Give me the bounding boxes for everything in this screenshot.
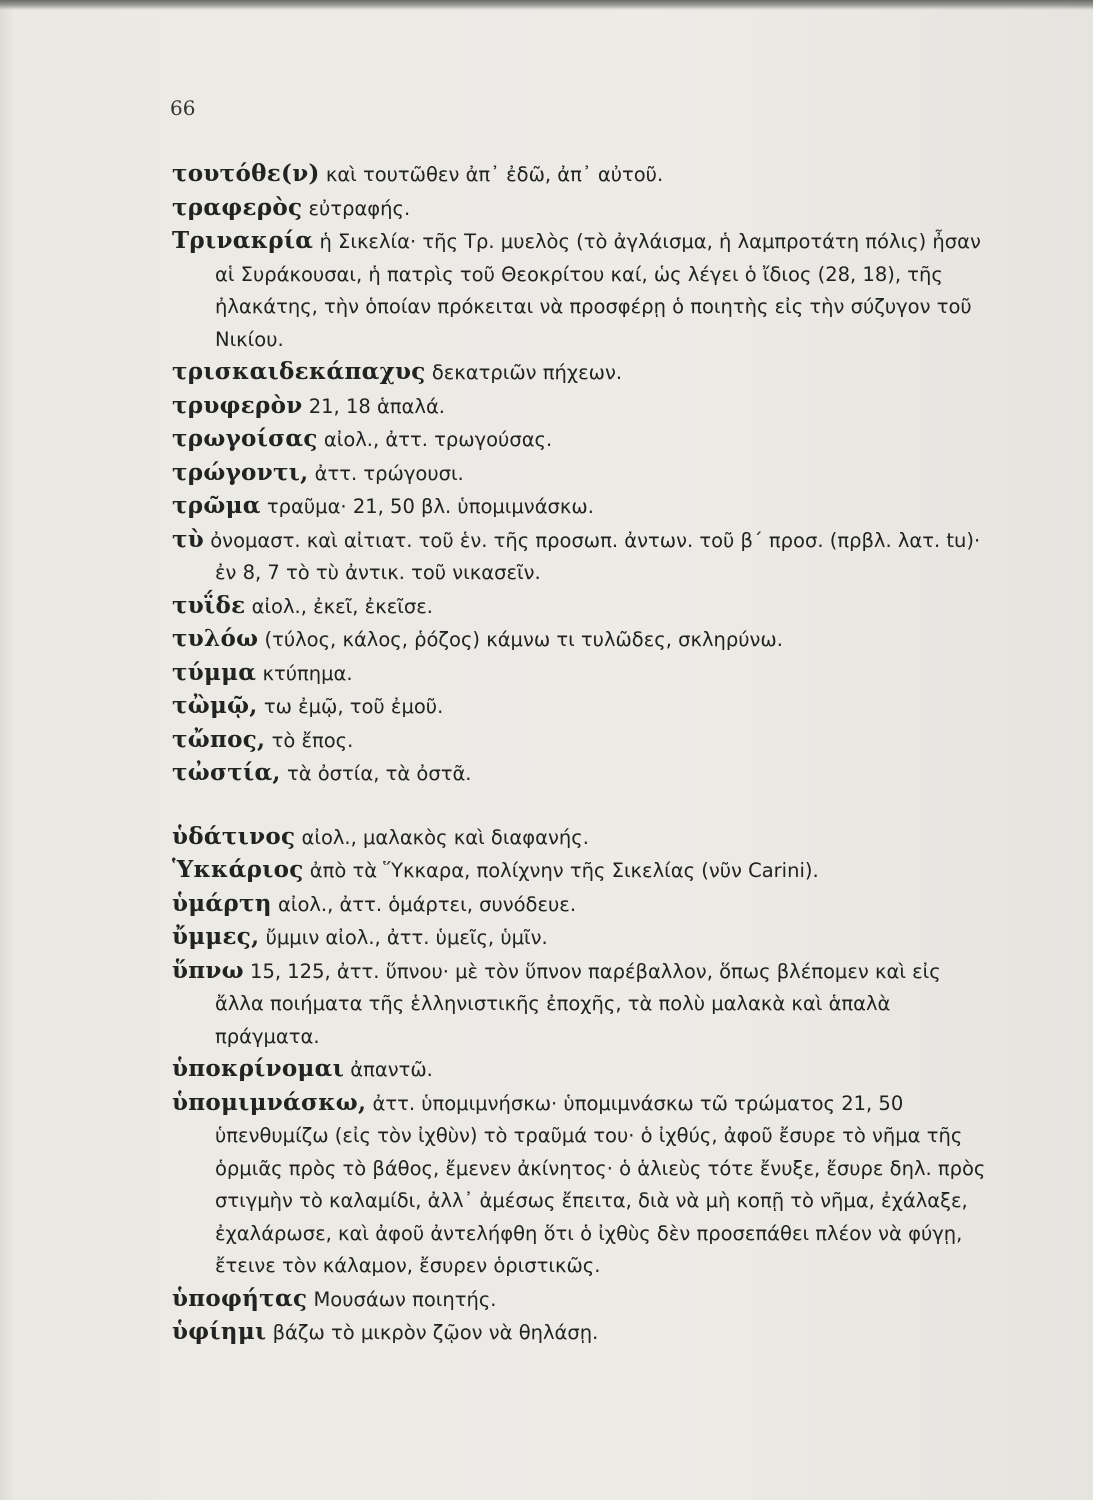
entry-definition: ὔμμιν αἰολ., ἀττ. ὑμεῖς, ὑμῖν. — [259, 926, 548, 949]
entry-definition: τραῦμα· 21, 50 βλ. ὑπομιμνάσκω. — [260, 495, 594, 518]
glossary-entry — [172, 1316, 992, 1350]
glossary-entry — [172, 1053, 992, 1087]
entry-lemma: ὑποκρίνομαι — [172, 1055, 345, 1082]
entry-definition: ἀττ. ὑπομιμνήσκω· ὑπομιμνάσκω τῶ τρώματος 21, 50 ὑπενθυμίζω (εἰς τὸν ἰχθὺν) τὸ τραῦμά του· ὁ ἰχθύς, ἀφοῦ ἔσυρε τὸ νῆμα τῆς ὁρμιᾶς πρὸς τὸ βάθος, ἔμενεν ἀκίνητος· ὁ ἁλιεὺς τότε ἔνυξε, ἔσυρε δηλ. πρὸς στιγμὴν τὸ καλαμίδι, ἀλλ᾿ ἀμέσως ἔπειτα, διὰ νὰ μὴ κοπῇ τὸ νῆμα, ἐχάλαξε, ἐχαλάρωσε, καὶ ἀφοῦ ἀντελήφθη ὅτι ὁ ἰχθὺς δὲν προσεπάθει πλέον νὰ φύγῃ, ἔτεινε τὸν κάλαμον, ἔσυρεν ὁριστικῶς. — [215, 1091, 986, 1277]
entry-lemma: ὑφίημι — [172, 1318, 267, 1345]
entry-definition: 21, 18 ἁπαλά. — [302, 394, 445, 418]
entry-lemma: τὢμῷ, — [172, 692, 258, 719]
glossary-entry — [172, 423, 992, 457]
entry-lemma: τρῶμα — [172, 492, 261, 519]
entry-definition: βάζω τὸ μικρὸν ζῷον νὰ θηλάσῃ. — [266, 1321, 599, 1344]
entry-definition: εὐτραφής. — [302, 196, 411, 220]
entry-lemma: τρωγοίσας — [172, 425, 318, 452]
glossary-entry — [172, 623, 992, 657]
entry-definition: κτύπημα. — [256, 661, 353, 685]
entry-definition: ἀττ. τρώγουσι. — [308, 461, 464, 485]
entry-lemma: τύμμα — [172, 658, 257, 686]
entry-lemma: τραφερὸς — [172, 193, 303, 221]
entry-definition: τω ἐμῷ, τοῦ ἐμοῦ. — [257, 695, 444, 718]
glossary-entry — [172, 821, 992, 855]
entry-lemma: τυλόω — [172, 625, 259, 652]
entry-definition: αἰολ., ἐκεῖ, ἐκεῖσε. — [245, 594, 433, 618]
glossary-entry — [172, 854, 992, 888]
glossary-entry — [172, 888, 992, 922]
glossary-entry — [172, 390, 992, 424]
entry-definition: (τύλος, κάλος, ῥόζος) κάμνω τι τυλῶδες, σκληρύνω. — [258, 628, 783, 651]
entry-lemma: τουτόθε(ν) — [172, 160, 320, 187]
page-number: 66 — [170, 96, 196, 120]
glossary-entries — [172, 158, 992, 1350]
entry-definition: δεκατριῶν πήχεων. — [425, 361, 623, 384]
entry-definition: ὀνομαστ. καὶ αἰτιατ. τοῦ ἑν. τῆς προσωπ. ἀντων. τοῦ β΄ προσ. (πρβλ. λατ. tu)· ἐν 8, 7 τὸ τὺ ἀντικ. τοῦ νικασεῖν. — [204, 528, 981, 584]
entry-lemma: τυΐδε — [172, 591, 246, 619]
entry-lemma: ὑμάρτη — [172, 889, 272, 917]
entry-lemma: ὑπομιμνάσκω, — [172, 1088, 367, 1116]
entry-lemma: τὠστία, — [172, 759, 281, 786]
entry-definition: αἰολ., μαλακὸς καὶ διαφανής. — [295, 825, 589, 849]
entry-lemma: ὕπνω — [172, 956, 244, 984]
glossary-entry — [172, 657, 992, 691]
entry-lemma: τὺ — [172, 525, 205, 553]
glossary-entry — [172, 524, 992, 590]
entry-definition: ἡ Σικελία· τῆς Τρ. μυελὸς (τὸ ἀγλάισμα, ἡ λαμπροτάτη πόλις) ἦσαν αἱ Συράκουσαι, ἡ πατρὶς τοῦ Θεοκρίτου καί, ὡς λέγει ὁ ἴδιος (28, 18), τῆς ἠλακάτης, τὴν ὁποίαν πρόκειται νὰ προσφέρῃ ὁ ποιητὴς εἰς τὴν σύζυγον τοῦ Νικίου. — [215, 230, 981, 351]
entry-definition: αἰολ., ἀττ. τρωγούσας. — [317, 428, 553, 451]
entry-lemma: τὤπος, — [172, 725, 266, 753]
entry-definition: ἀπαντῶ. — [344, 1058, 433, 1081]
entry-definition: τὰ ὀστία, τὰ ὀστᾶ. — [280, 762, 472, 785]
page-top-shadow — [0, 0, 1093, 10]
glossary-entry — [172, 690, 992, 724]
entry-definition: Μουσάων ποιητής. — [307, 1287, 497, 1311]
entry-lemma: τρισκαιδεκάπαχυς — [172, 358, 426, 385]
glossary-entry — [172, 457, 992, 491]
glossary-entry — [172, 192, 992, 226]
glossary-entry — [172, 1283, 992, 1317]
glossary-entry — [172, 921, 992, 955]
glossary-entry — [172, 955, 992, 1054]
entry-definition: 15, 125, ἀττ. ὕπνου· μὲ τὸν ὕπνον παρέβαλλον, ὅπως βλέπομεν καὶ εἰς ἄλλα ποιήματα τῆς ἑλληνιστικῆς ἐποχῆς, τὰ πολὺ μαλακὰ καὶ ἁπαλὰ πράγματα. — [215, 959, 941, 1048]
entry-lemma: ὑδάτινος — [172, 822, 296, 850]
glossary-entry — [172, 1087, 992, 1283]
entry-definition: τὸ ἔπος. — [265, 728, 354, 752]
entry-definition: καὶ τουτῶθεν ἀπ᾿ ἐδῶ, ἀπ᾿ αὐτοῦ. — [319, 163, 664, 186]
glossary-entry — [172, 158, 992, 192]
glossary-entry — [172, 490, 992, 524]
entry-definition: ἀπὸ τὰ Ὕκκαρα, πολίχνην τῆς Σικελίας (νῦν Carini). — [303, 859, 819, 882]
glossary-entry — [172, 590, 992, 624]
glossary-entry — [172, 225, 992, 356]
entry-lemma: τρυφερὸν — [172, 391, 303, 419]
glossary-entry — [172, 356, 992, 390]
entry-lemma: Ὑκκάριος — [172, 856, 304, 883]
entry-lemma: τρώγοντι, — [172, 458, 309, 486]
entry-lemma: ὔμμες, — [172, 923, 260, 950]
entry-definition: αἰολ., ἀττ. ὁμάρτει, συνόδευε. — [271, 892, 577, 916]
entry-lemma: ὑποφήτας — [172, 1284, 308, 1312]
entry-lemma: Τρινακρία — [172, 227, 314, 254]
glossary-entry — [172, 757, 992, 791]
glossary-entry — [172, 724, 992, 758]
